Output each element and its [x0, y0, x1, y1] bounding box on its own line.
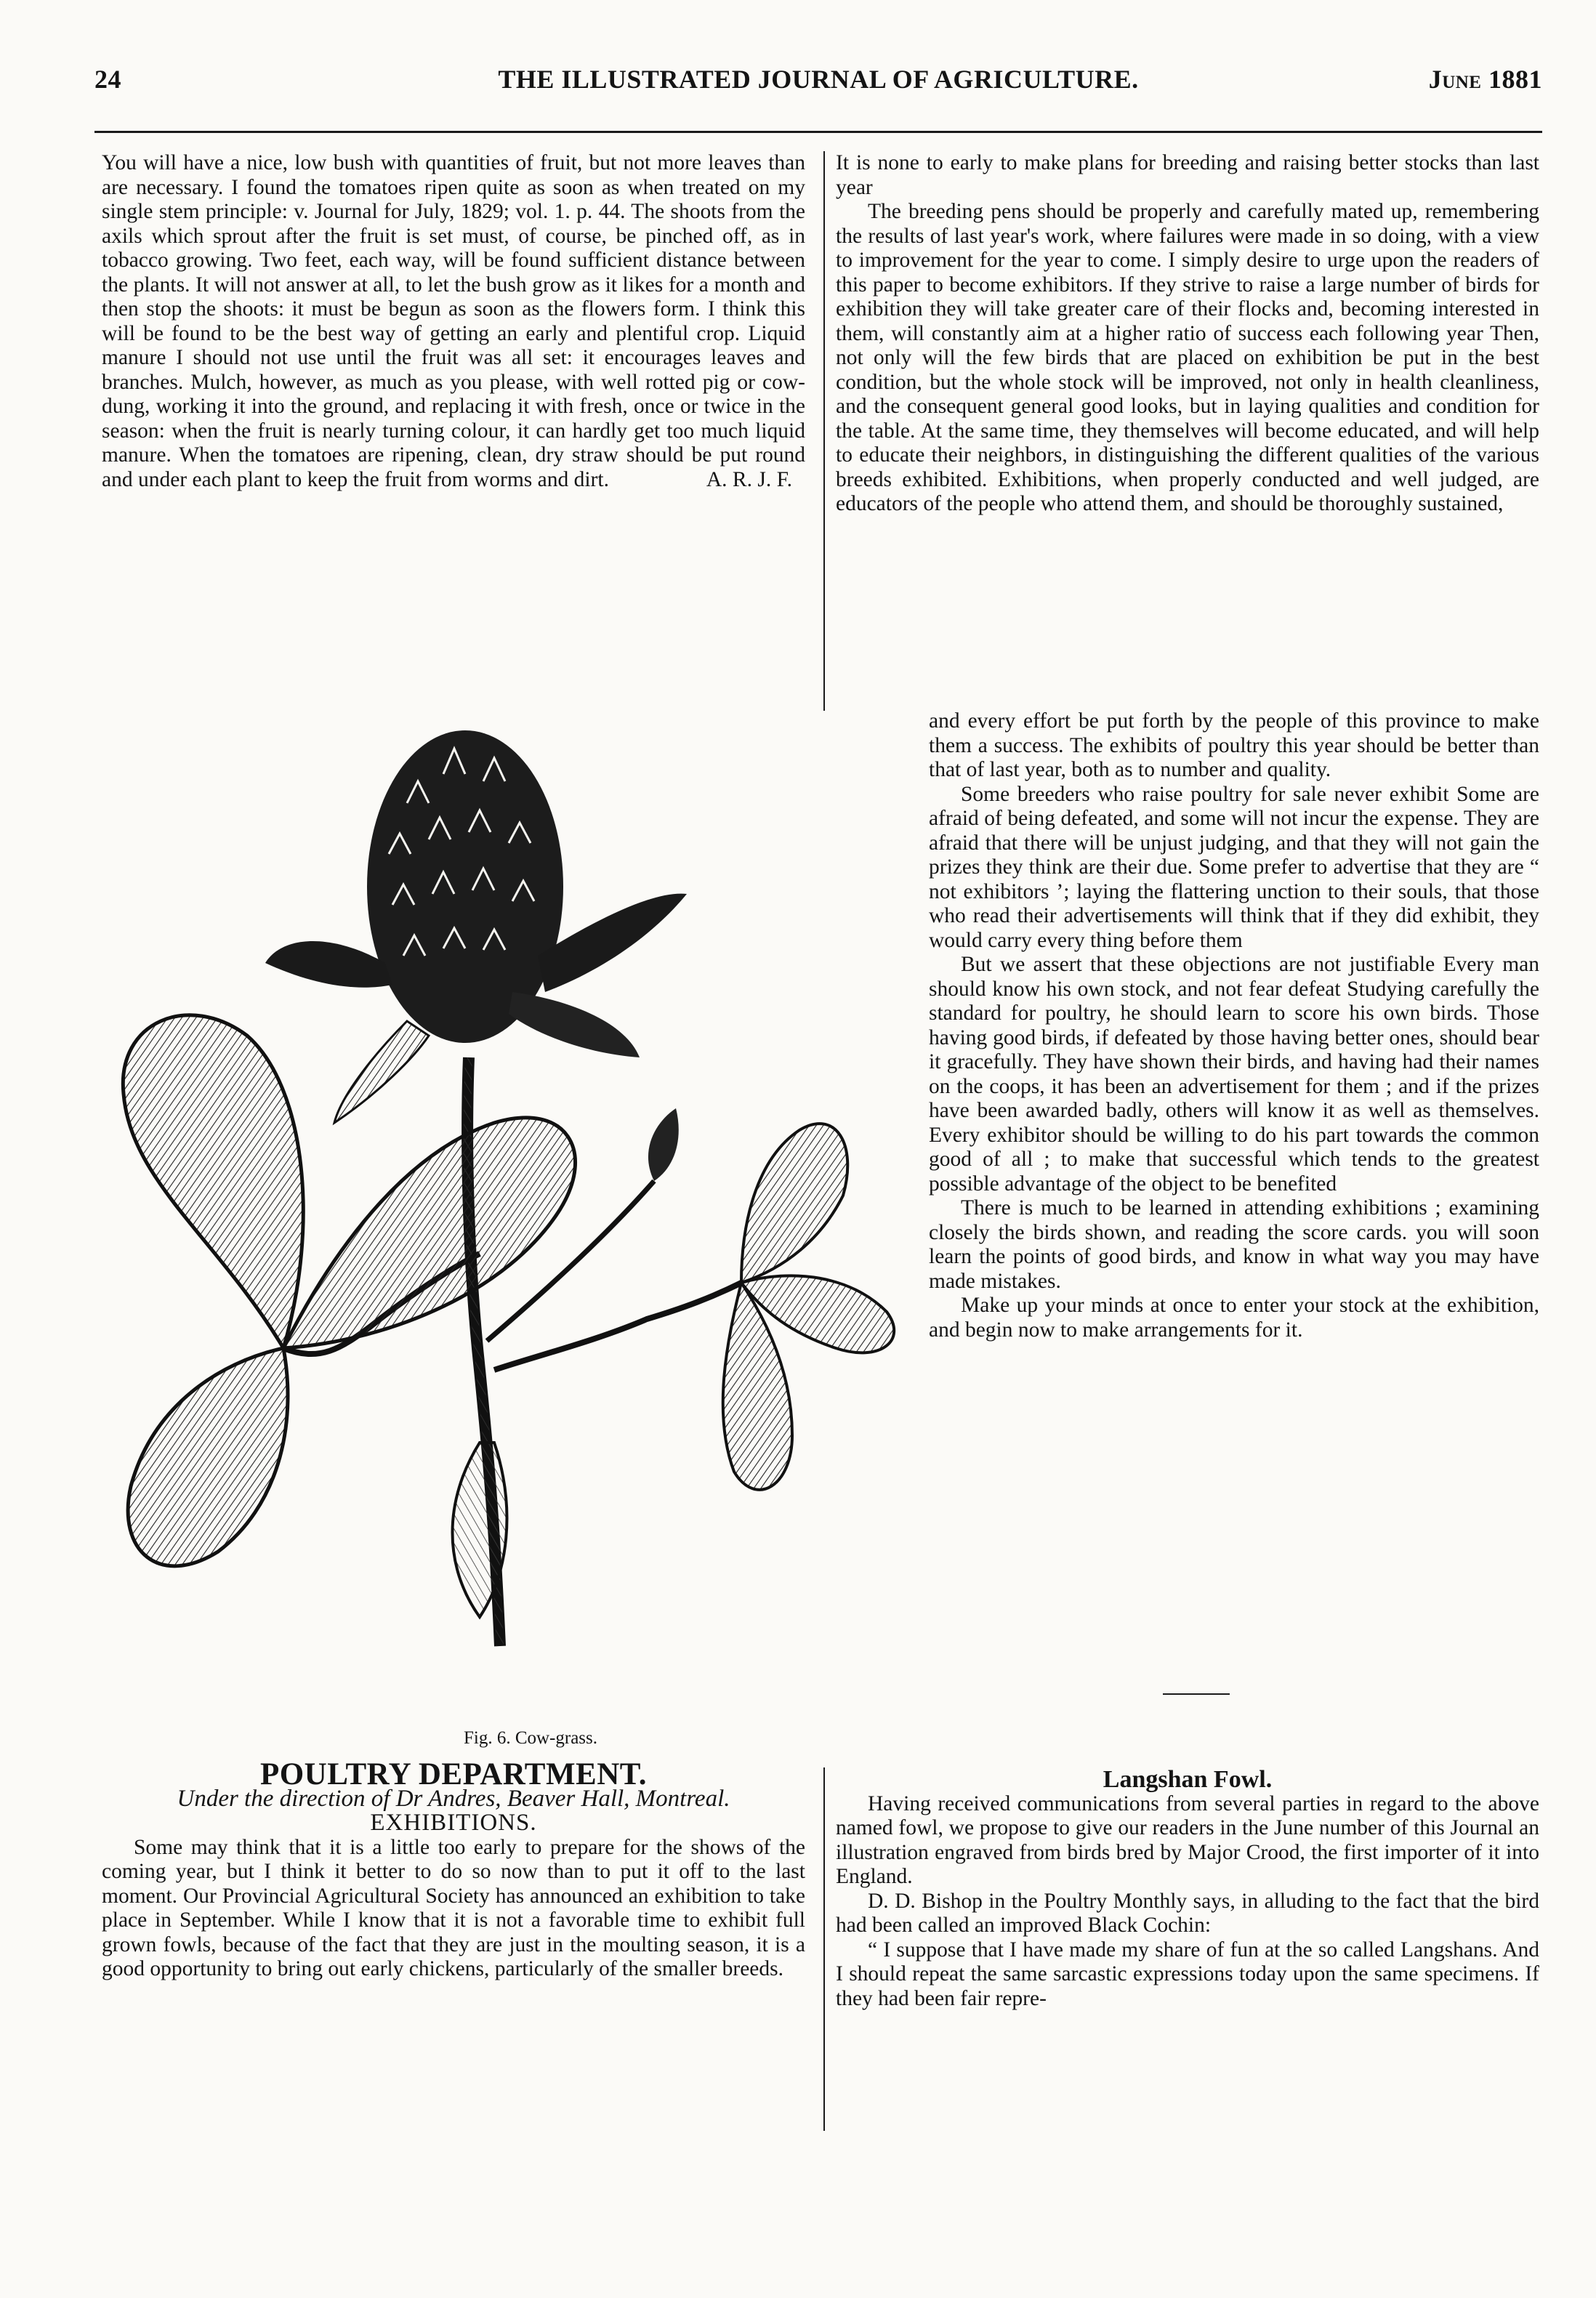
poultry-department-title: POULTRY DEPARTMENT.: [259, 1757, 648, 1791]
section-separator-rule: [1163, 1693, 1230, 1695]
learning-paragraph: There is much to be learned in attending exhibitions ; examining closely the birds shown, and reading the score cards. you will soon learn the points of good birds, and know in what way you may have made mistakes.: [929, 1196, 1539, 1293]
breeding-paragraph: The breeding pens should be properly and carefully mated up, remembering the results of last year's work, where failures were made in so doing, with a view to improvement for the year to come. I simply desire to urge upon the readers of this paper to become exhibitors. If they strive to raise a large number of birds for exhibition they will take greater care of their flocks and, becoming interested in them, will constantly aim at a higher ratio of success each following year Then, not only will the few birds that are placed on exhibition be put in the best condition, but the whole stock will be improved, not only in health cleanliness, and the consequent general good looks, but in laying qualities and condition for the table. At the same time, they themselves will become educated, and will help to educate their neighbors, in distinguishing the different qualities of the various breeds exhibited. Exhibitions, when properly conducted and well judged, are educators of the people who attend them, and should be thoroughly sustained,: [836, 200, 1539, 515]
page-header: [94, 64, 1542, 108]
poultry-department-subtitle: Under the direction of Dr Andres, Beaver Hall, Montreal.: [177, 1785, 730, 1812]
langshan-paragraph-2: D. D. Bishop in the Poultry Monthly says, in alluding to the fact that the bird had been called an improved Black Cochin:: [836, 1889, 1539, 1937]
poultry-column: [102, 1757, 805, 1982]
page-number: 24: [94, 65, 121, 94]
objections-paragraph: But we assert that these objections are not justifiable Every man should know his own stock, and not fear defeat Studying carefully the standard for poultry, he should learn to score his own birds. Those having good birds, if defeated by those having better ones, should bear it gracefully. They have shown their birds, and having had their names on the coops, it has been an advertisement for them ; and if the prizes have been awarded badly, others will know it as well as themselves. Every exhibitor should be willing to do his part towards the common good of all ; to make that successful which tends to the greatest possible advantage of the object to be benefited: [929, 953, 1539, 1196]
enter-stock-paragraph: Make up your minds at once to enter your stock at the exhibition, and begin now to make arrangements for it.: [929, 1294, 1539, 1342]
langshan-paragraph-1: Having received communications from several parties in regard to the above named fowl, we propose to give our readers in the June number of this Journal an illustration engraved from birds bred by Major Crood, the first importer of it into England.: [836, 1791, 1539, 1888]
journal-title: THE ILLUSTRATED JOURNAL OF AGRICULTURE.: [498, 65, 1139, 94]
right-top-column: [836, 151, 1539, 517]
langshan-paragraph-3: “ I suppose that I have made my share of fun at the so called Langshans. And I should repeat the same sarcastic expressions today upon the same specimens. If they had been fair repre-: [836, 1938, 1539, 2010]
issue-date: June 1881: [1428, 65, 1542, 94]
exhibitions-paragraph: Some may think that it is a little too early to prepare for the shows of the coming year, but I think it better to do so now than to put it off to the last moment. Our Provincial Agricultural Society has announced an exhibition to take place in September. While I know that it is not a favorable time to exhibit full grown fowls, because of the fact that they are just in the moulting season, it is a good opportunity to bring out early chickens, particularly of the smaller breeds.: [102, 1835, 805, 1980]
exhibits-paragraph: and every effort be put forth by the people of this province to make them a success. The exhibits of poultry this year should be better than that of last year, both as to number and quality.: [929, 709, 1539, 781]
tomato-text: You will have a nice, low bush with quantities of fruit, but not more leaves than are necessary. I found the tomatoes ripen quite as soon as when treated on my single stem principle: v. Journal for July, 1829; vol. 1. p. 44. The shoots from the axils which sprout after the fruit is set must, of course, be pinched off, as in tobacco growing. Two feet, each way, will be found sufficient distance between the plants. It will not answer at all, to let the bush grow as it likes for a month and then stop the shoots: it must be begun as soon as the flowers form. I think this will be found to be the best way of getting an early and plentiful crop. Liquid manure I should not use until the fruit was all set: it encourages leaves and branches. Mulch, however, as much as you please, with well rotted pig or cow-dung, working it into the ground, and replacing it with fresh, once or twice in the season: when the fruit is nearly turning colour, it can hardly get too much liquid manure. When the tomatoes are ripening, clean, dry straw should be put round and under each plant to keep the fruit from worms and dirt.: [102, 151, 805, 491]
intro-paragraph: It is none to early to make plans for breeding and raising better stocks than last year: [836, 151, 1539, 199]
header-rule: [94, 131, 1542, 133]
exhibitions-heading: EXHIBITIONS.: [370, 1810, 537, 1836]
cow-grass-illustration: [102, 716, 916, 1730]
right-mid-column: [929, 709, 1539, 1342]
column-divider-bottom: [823, 1767, 825, 2131]
signature: A. R. J. F.: [706, 467, 792, 491]
breeders-paragraph: Some breeders who raise poultry for sale never exhibit Some are afraid of being defeated, and some will not incur the expense. They are afraid that there will be unjust judging, and that they will not gain the prizes they think are their due. Some prefer to advertise that they are “ not exhibitors ’; laying the flattering unction to their souls, that those who read their advertisements will think that if they did exhibit, they would carry every thing before them: [929, 782, 1539, 952]
langshan-column: [836, 1767, 1539, 2011]
left-top-column: [102, 151, 805, 492]
column-divider-top: [823, 151, 825, 711]
langshan-heading: Langshan Fowl.: [1103, 1766, 1273, 1793]
figure-caption: Fig. 6. Cow-grass.: [463, 1728, 598, 1748]
tomato-paragraph: [102, 151, 805, 492]
